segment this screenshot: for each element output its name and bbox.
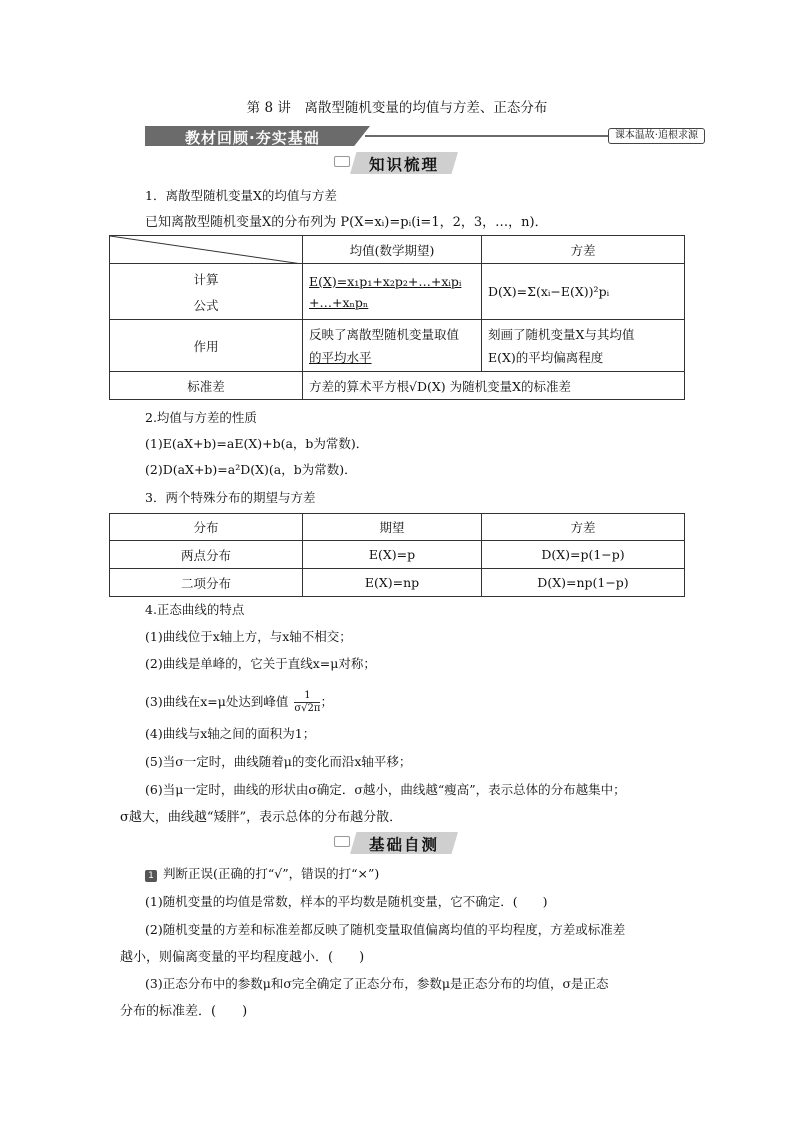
- section-4-line-4: (4)曲线与x轴之间的面积为1；: [145, 726, 316, 741]
- question-1-b: (2)随机变量的方差和标准差都反映了随机变量取值偏离均值的平均程度，方差或标准差: [145, 922, 626, 937]
- table-cell: E(X)=np: [303, 569, 482, 597]
- table-mean-variance: [109, 235, 685, 400]
- header-variance-2: 方差: [482, 514, 685, 541]
- subheading-selftest: 基础自测: [330, 832, 460, 854]
- row-label-formula: 计算 公式: [110, 264, 303, 320]
- row-label-effect: 作用: [110, 320, 303, 372]
- std-definition: 方差的算术平方根√D(X) 为随机变量X的标准差: [303, 372, 685, 400]
- section-4-line-2: (2)曲线是单峰的，它关于直线x=μ对称；: [145, 656, 376, 671]
- section-banner: [145, 126, 705, 146]
- table-special-distributions: [109, 513, 685, 597]
- peak-fraction: $\frac{1}{\sigma√2\pi}$: [294, 690, 321, 714]
- table-corner: [110, 236, 303, 264]
- question-1-a: (1)随机变量的均值是常数，样本的平均数是随机变量，它不确定．( ): [145, 894, 548, 909]
- question-1-heading: 1 判断正误(正确的打“√”，错误的打“×”): [145, 864, 379, 882]
- tag-icon: [334, 156, 350, 167]
- mean-formula: E(X)=x₁p₁+x₂p₂+…+xᵢpᵢ +…+xₙpₙ: [303, 264, 482, 320]
- table-cell: 两点分布: [110, 541, 303, 569]
- page-title: 第 8 讲 离散型随机变量的均值与方差、正态分布: [246, 100, 548, 116]
- section-4-line-6b: σ越大，曲线越“矮胖”，表示总体的分布越分散．: [120, 810, 403, 825]
- section-1-intro: 已知离散型随机变量X的分布列为 P(X=xᵢ)=pᵢ(i=1，2，3，…，n)．: [145, 215, 548, 230]
- diagonal-line: [110, 236, 302, 264]
- header-distribution: 分布: [110, 514, 303, 541]
- question-1-b-cont: 越小，则偏离变量的平均程度越小．( ): [120, 950, 365, 965]
- variance-effect: 刻画了随机变量X与其均值 E(X)的平均偏离程度: [482, 320, 685, 372]
- section-2-heading: 2.均值与方差的性质: [145, 410, 257, 425]
- section-2-line-1: (1)E(aX+b)=aE(X)+b(a，b为常数)．: [145, 436, 369, 451]
- table-cell: E(X)=p: [303, 541, 482, 569]
- table-cell: D(X)=np(1−p): [482, 569, 685, 597]
- section-4-line-5: (5)当σ一定时，曲线随着μ的变化而沿x轴平移；: [145, 754, 412, 769]
- banner-title: 教材回顾·夯实基础: [185, 129, 320, 147]
- variance-formula: D(X)=Σ(xᵢ−E(X))²pᵢ: [482, 264, 685, 320]
- header-mean: 均值(数学期望): [303, 236, 482, 264]
- section-4-line-1: (1)曲线位于x轴上方，与x轴不相交；: [145, 629, 352, 644]
- section-1-heading: 1．离散型随机变量X的均值与方差: [145, 188, 337, 203]
- header-variance: 方差: [482, 236, 685, 264]
- subheading-knowledge: 知识梳理: [330, 152, 460, 174]
- table-cell: 二项分布: [110, 569, 303, 597]
- tag-icon: [334, 836, 350, 847]
- section-2-line-2: (2)D(aX+b)=a²D(X)(a，b为常数)．: [145, 462, 357, 477]
- question-1-c-cont: 分布的标准差．( ): [120, 1004, 248, 1019]
- table-cell: D(X)=p(1−p): [482, 541, 685, 569]
- section-4-heading: 4.正态曲线的特点: [145, 602, 245, 617]
- mean-effect: 反映了离散型随机变量取值 的平均水平: [303, 320, 482, 372]
- banner-tag: 课本温故·追根求源: [608, 128, 705, 144]
- header-expectation: 期望: [303, 514, 482, 541]
- section-3-heading: 3．两个特殊分布的期望与方差: [145, 490, 316, 505]
- section-4-line-6: (6)当μ一定时，曲线的形状由σ确定．σ越小，曲线越“瘦高”，表示总体的分布越集中；: [145, 782, 626, 797]
- question-1-c: (3)正态分布中的参数μ和σ完全确定了正态分布，参数μ是正态分布的均值，σ是正态: [145, 976, 609, 991]
- question-number-badge: 1: [145, 870, 157, 882]
- row-label-std: 标准差: [110, 372, 303, 400]
- section-4-line-3: (3)曲线在x=μ处达到峰值 $\frac{1}{\sigma√2\pi}$ ；: [145, 690, 333, 714]
